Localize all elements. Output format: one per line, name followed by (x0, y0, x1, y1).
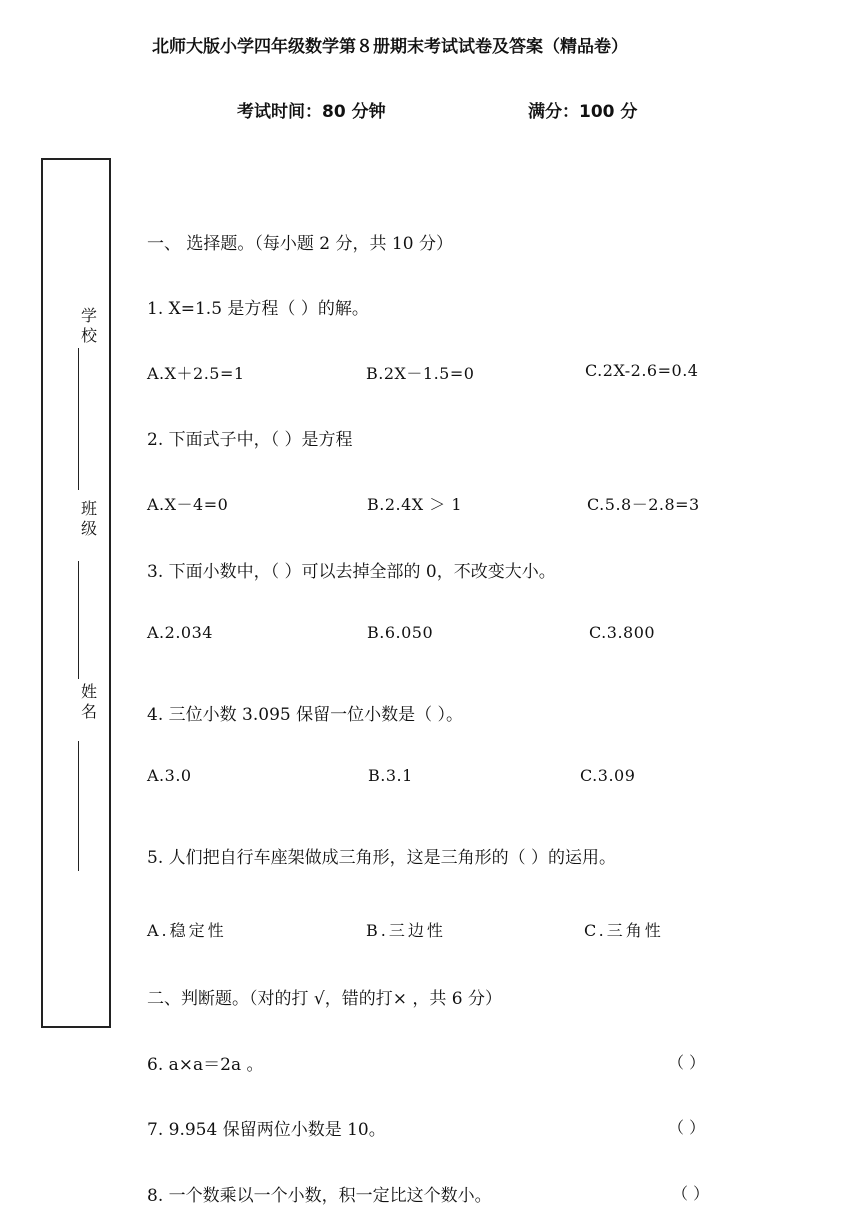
page-title: 北师大版小学四年级数学第８册期末考试试卷及答案（精品卷） (152, 37, 628, 57)
exam-time: 考试时间：80 分钟 (237, 102, 386, 122)
judgement-7-blank[interactable]: （ ） (668, 1118, 706, 1137)
judgement-8-blank[interactable]: （ ） (672, 1184, 710, 1203)
binding-margin-box (41, 158, 111, 1028)
q3-option-b: B.6.050 (367, 623, 434, 642)
question-3: 3. 下面小数中，（ ）可以去掉全部的 0，不改变大小。 (147, 562, 556, 582)
q5-option-c: C.三角性 (584, 921, 664, 940)
section1-heading: 一、 选择题。（每小题 2 分，共 10 分） (147, 234, 453, 254)
q4-option-c: C.3.09 (580, 766, 636, 785)
class-fill-line (78, 561, 79, 679)
q1-option-b: B.2X－1.5=0 (366, 364, 475, 383)
q1-option-a: A.X＋2.5=1 (147, 364, 245, 383)
judgement-6: 6. a×a＝2a 。 (147, 1055, 264, 1075)
q3-option-c: C.3.800 (589, 623, 656, 642)
question-5: 5. 人们把自行车座架做成三角形，这是三角形的（ ）的运用。 (147, 848, 617, 868)
class-label: 班 级 (80, 499, 97, 538)
q1-option-c: C.2X-2.6=0.4 (585, 361, 699, 380)
judgement-6-blank[interactable]: （ ） (668, 1053, 706, 1072)
question-1: 1. X=1.5 是方程（ ）的解。 (147, 299, 369, 319)
q2-option-b: B.2.4X ＞ 1 (367, 495, 463, 514)
q4-option-a: A.3.0 (147, 766, 192, 785)
judgement-8: 8. 一个数乘以一个小数，积一定比这个数小。 (147, 1186, 492, 1206)
school-label: 学 校 (80, 306, 97, 345)
name-label: 姓 名 (80, 682, 97, 721)
judgement-7: 7. 9.954 保留两位小数是 10。 (147, 1120, 386, 1140)
q4-option-b: B.3.1 (368, 766, 413, 785)
q3-option-a: A.2.034 (147, 623, 213, 642)
q5-option-a: A.稳定性 (147, 921, 227, 940)
q5-option-b: B.三边性 (366, 921, 446, 940)
name-fill-line (78, 741, 79, 871)
q2-option-c: C.5.8－2.8=3 (587, 495, 700, 514)
question-2: 2. 下面式子中，（ ）是方程 (147, 430, 353, 450)
question-4: 4. 三位小数 3.095 保留一位小数是（ ）。 (147, 705, 464, 725)
full-score: 满分：100 分 (528, 102, 638, 122)
q2-option-a: A.X－4=0 (147, 495, 229, 514)
section2-heading: 二、判断题。（对的打 √，错的打× ，共 6 分） (147, 989, 503, 1009)
school-fill-line (78, 348, 79, 490)
